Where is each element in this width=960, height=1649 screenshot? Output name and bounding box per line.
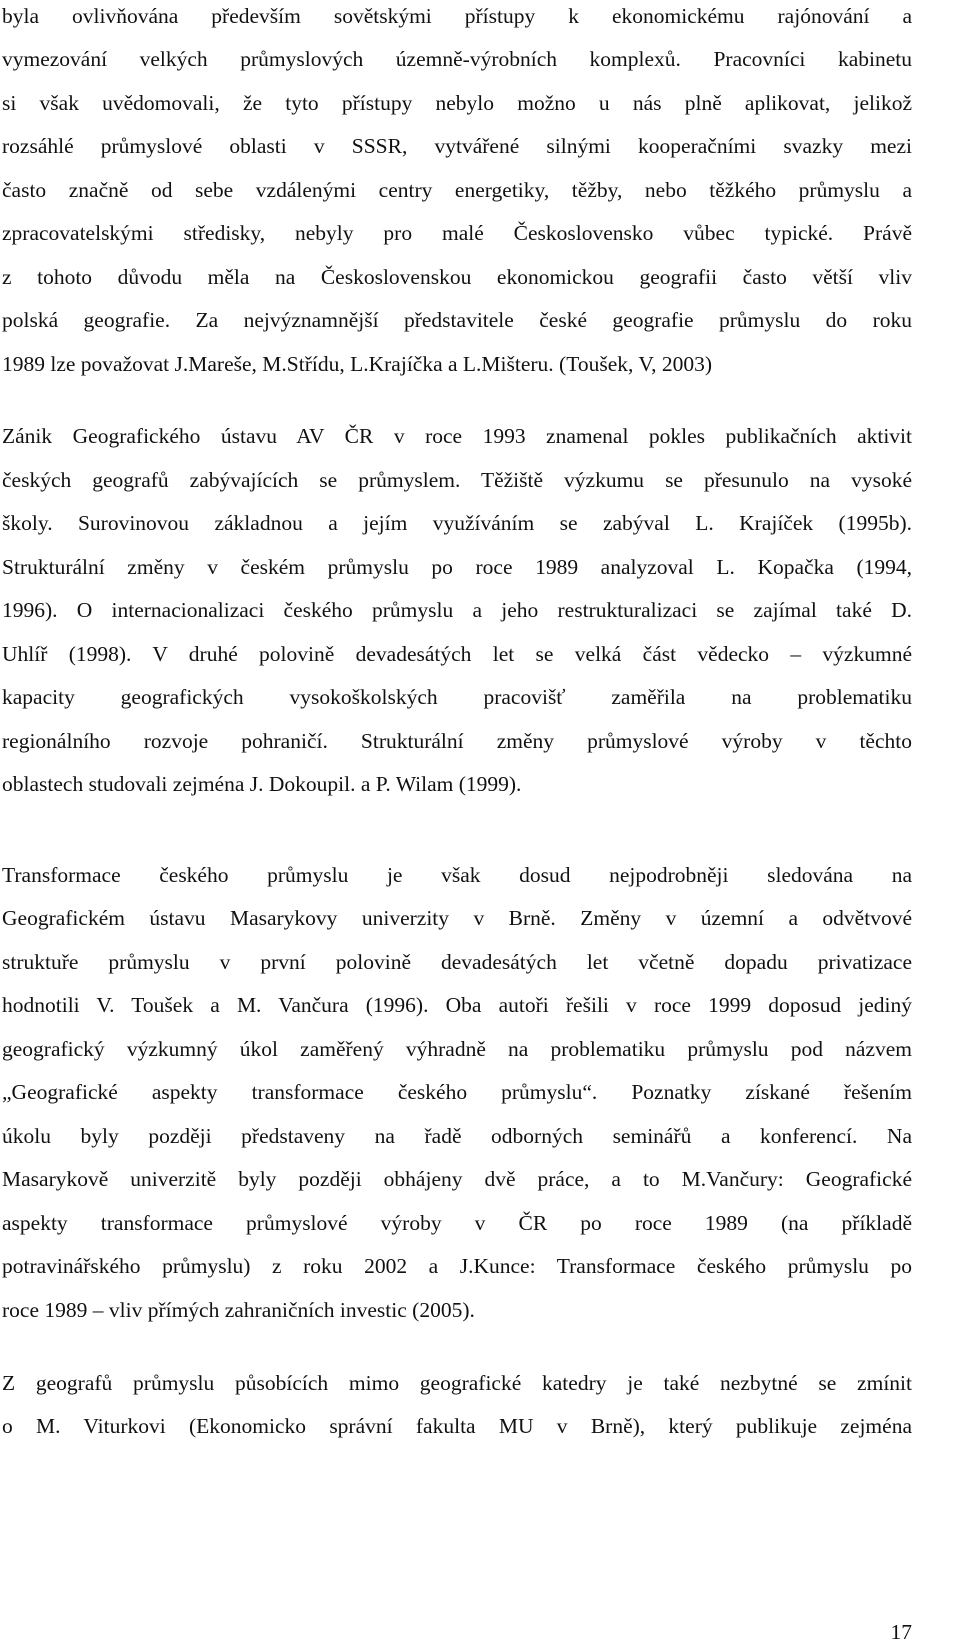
text-line: Transformace českého průmyslu je však dosud nejpodrobněji sledována na (2, 863, 912, 887)
text-line: úkolu byly později představeny na řadě odborných seminářů a konferencí. Na (2, 1124, 912, 1148)
text-line: školy. Surovinovou základnou a jejím využíváním se zabýval L. Krajíček (1995b). (2, 511, 912, 535)
text-line: rozsáhlé průmyslové oblasti v SSSR, vytvářené silnými kooperačními svazky mezi (2, 134, 912, 158)
text-line: aspekty transformace průmyslové výroby v ČR po roce 1989 (na příkladě (2, 1211, 912, 1235)
text-line: 1989 lze považovat J.Mareše, M.Střídu, L.Krajíčka a L.Mišteru. (Toušek, V, 2003) (2, 352, 713, 376)
text-line: Masarykově univerzitě byly později obhájeny dvě práce, a to M.Vančury: Geografické (2, 1167, 912, 1191)
text-line: si však uvědomovali, že tyto přístupy nebylo možno u nás plně aplikovat, jelikož (2, 91, 912, 115)
text-line: z tohoto důvodu měla na Československou ekonomickou geografii často větší vliv (2, 265, 912, 289)
text-line: Z geografů průmyslu působících mimo geografické katedry je také nezbytné se zmínit (2, 1371, 912, 1395)
text-line: potravinářského průmyslu) z roku 2002 a J.Kunce: Transformace českého průmyslu po (2, 1254, 912, 1278)
page-number: 17 (890, 1620, 912, 1644)
text-line: byla ovlivňována především sovětskými přístupy k ekonomickému rajónování a (2, 4, 912, 28)
text-line: často značně od sebe vzdálenými centry energetiky, těžby, nebo těžkého průmyslu a (2, 178, 912, 202)
text-line: 1996). O internacionalizaci českého průmyslu a jeho restrukturalizaci se zajímal také D. (2, 598, 912, 622)
text-line: polská geografie. Za nejvýznamnější představitele české geografie průmyslu do roku (2, 308, 912, 332)
text-line: „Geografické aspekty transformace českého průmyslu“. Poznatky získané řešením (2, 1080, 912, 1104)
text-line: geografický výzkumný úkol zaměřený výhradně na problematiku průmyslu pod názvem (2, 1037, 912, 1061)
text-line: regionálního rozvoje pohraničí. Strukturální změny průmyslové výroby v těchto (2, 729, 912, 753)
text-line: o M. Viturkovi (Ekonomicko správní fakulta MU v Brně), který publikuje zejména (2, 1414, 912, 1438)
text-line: českých geografů zabývajících se průmyslem. Těžiště výzkumu se přesunulo na vysoké (2, 468, 912, 492)
text-line: Geografickém ústavu Masarykovy univerzity v Brně. Změny v územní a odvětvové (2, 906, 912, 930)
text-line: Uhlíř (1998). V druhé polovině devadesátých let se velká část vědecko – výzkumné (2, 642, 912, 666)
text-line: struktuře průmyslu v první polovině devadesátých let včetně dopadu privatizace (2, 950, 912, 974)
text-line: Strukturální změny v českém průmyslu po roce 1989 analyzoval L. Kopačka (1994, (2, 555, 912, 579)
text-line: oblastech studovali zejména J. Dokoupil. a P. Wilam (1999). (2, 772, 522, 796)
text-line: kapacity geografických vysokoškolských pracovišť zaměřila na problematiku (2, 685, 912, 709)
text-line: Zánik Geografického ústavu AV ČR v roce 1993 znamenal pokles publikačních aktivit (2, 424, 912, 448)
text-line: zpracovatelskými středisky, nebyly pro malé Československo vůbec typické. Právě (2, 221, 912, 245)
text-line: vymezování velkých průmyslových územně-výrobních komplexů. Pracovníci kabinetu (2, 47, 912, 71)
text-line: hodnotili V. Toušek a M. Vančura (1996). Oba autoři řešili v roce 1999 doposud jediný (2, 993, 912, 1017)
text-line: roce 1989 – vliv přímých zahraničních investic (2005). (2, 1298, 475, 1322)
